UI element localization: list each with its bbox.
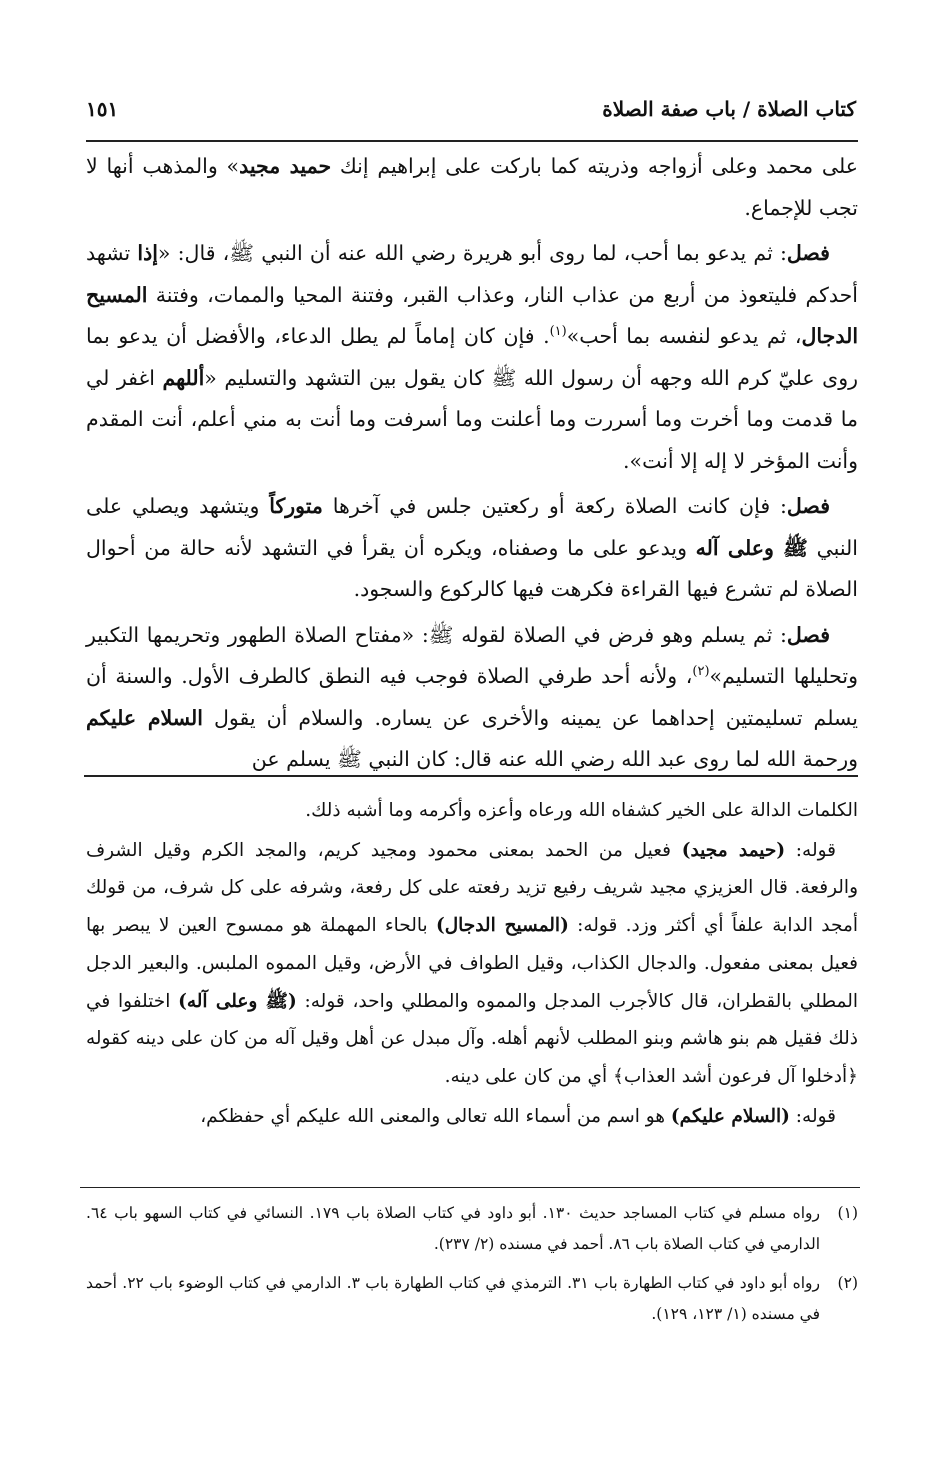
page-number: ١٥١: [86, 97, 119, 121]
footnotes-divider: [80, 1187, 860, 1188]
section-lead: فصل: [786, 622, 830, 647]
footnote-text: رواه مسلم في كتاب المساجد حديث ١٣٠. أبو داود في كتاب الصلاة باب ١٧٩. النسائي في كتاب السهو باب ٦٤. الدارمي في كتاب الصلاة باب ٨٦. أحمد في مسنده (٢/ ٢٣٧).: [86, 1204, 820, 1253]
footnotes-section: [86, 1198, 858, 1338]
footnote-ref-2[interactable]: (٢): [692, 664, 710, 680]
paragraph-fasl-dua: فصل: ثم يدعو بما أحب، لما روى أبو هريرة رضي الله عنه أن النبي ﷺ، قال: «إذا تشهد أحدكم فليتعوذ من أربع من عذاب النار، وعذاب القبر، وفتنة المحيا والممات، وفتنة المسيح الدجال، ثم يدعو لنفسه بما أحب»$^{(١)}$. فإن كان إماماً لم يطل الدعاء، والأفضل أن يدعو بما روى عليّ كرم الله وجهه أن رسول الله ﷺ كان يقول بين التشهد والتسليم «أللهم اغفر لي ما قدمت وما أخرت وما أسررت وما أعلنت وما أسرفت وما أنت به مني أعلم، أنت المقدم وأنت المؤخر لا إله إلا أنت».: [86, 241, 859, 473]
commentary-paragraph: قوله: (حيمد مجيد) فعيل من الحمد بمعنى محمود ومجيد كريم، والمجد الكرم وقيل الشرف والرفعة. قال العزيزي مجيد شريف رفيع تزيد رفعته على كل رفعة، وشرفه على كل شرف، من قولك أمجد الدابة علفاً أي أكثر وزد. قوله: (المسيح الدجال) بالحاء المهملة هو ممسوح العين لا يبصر بها فعيل بمعنى مفعول. والدجال الكذاب، وقيل الطواف في الأرض، وقيل المموه الملبس. والبعير الدجل المطلي بالقطران، قال كالأجرب المدجل والمموه والمطلي واحد، قوله: (ﷺ وعلى آله) اختلفوا في ذلك فقيل هم بنو هاشم وبنو المطلب لأنهم أهله. وآل مبدل عن أهل وقيل آله من كان على دينه كقوله ﴿أدخلوا آل فرعون أشد العذاب﴾ أي من كان على دينه.: [86, 839, 858, 1087]
footnote-2: [86, 1268, 858, 1330]
section-lead: فصل: [786, 241, 830, 265]
commentary-paragraph: الكلمات الدالة على الخير كشفاه الله ورعاه وأعزه وأكرمه وما أشبه ذلك.: [305, 800, 858, 821]
paragraph-fasl-salam: فصل: ثم يسلم وهو فرض في الصلاة لقوله ﷺ: «مفتاح الصلاة الطهور وتحريمها التكبير وتحليلها التسليم»$^{(٢)}$، ولأنه أحد طرفي الصلاة فوجب فيه النطق كالطرف الأول. والسنة أن يسلم تسليمتين إحداهما عن يمينه والأخرى عن يساره. والسلام أن يقول السلام عليكم ورحمة الله لما روى عبد الله رضي الله عنه قال: كان النبي ﷺ يسلم عن: [86, 622, 858, 771]
paragraph-fasl-tashahhud: فصل: فإن كانت الصلاة ركعة أو ركعتين جلس في آخرها متوركاً ويتشهد ويصلي على النبي ﷺ وعلى آله ويدعو على ما وصفناه، ويكره أن يقرأ في التشهد لأنه حالة من أحوال الصلاة لم تشرع فيها القراءة فكرهت فيها كالركوع والسجود.: [86, 494, 858, 601]
footnote-number: (١): [837, 1204, 858, 1222]
paragraph-continuation: على محمد وعلى أزواجه وذريته كما باركت على إبراهيم إنك حميد مجيد» والمذهب أنها لا تجب للإجماع.: [86, 154, 858, 220]
page-header: [86, 95, 856, 135]
commentary-divider: [84, 775, 858, 777]
footnote-text: رواه أبو داود في كتاب الطهارة باب ٣١. الترمذي في كتاب الطهارة باب ٣. الدارمي في كتاب الوضوء باب ٢٢. أحمد في مسنده (١/ ١٢٣، ١٢٩).: [86, 1274, 820, 1323]
section-lead: فصل: [786, 494, 830, 518]
main-text: [86, 146, 858, 785]
footnote-ref-1[interactable]: (١): [549, 324, 567, 340]
commentary-section: [86, 792, 858, 1137]
footnote-1: [86, 1198, 858, 1260]
footnote-number: (٢): [837, 1274, 858, 1292]
commentary-paragraph: قوله: (السلام عليكم) هو اسم من أسماء الله تعالى والمعنى الله عليكم أي حفظكم،: [200, 1105, 836, 1127]
running-title: كتاب الصلاة / باب صفة الصلاة: [602, 97, 856, 121]
header-divider: [86, 140, 858, 142]
